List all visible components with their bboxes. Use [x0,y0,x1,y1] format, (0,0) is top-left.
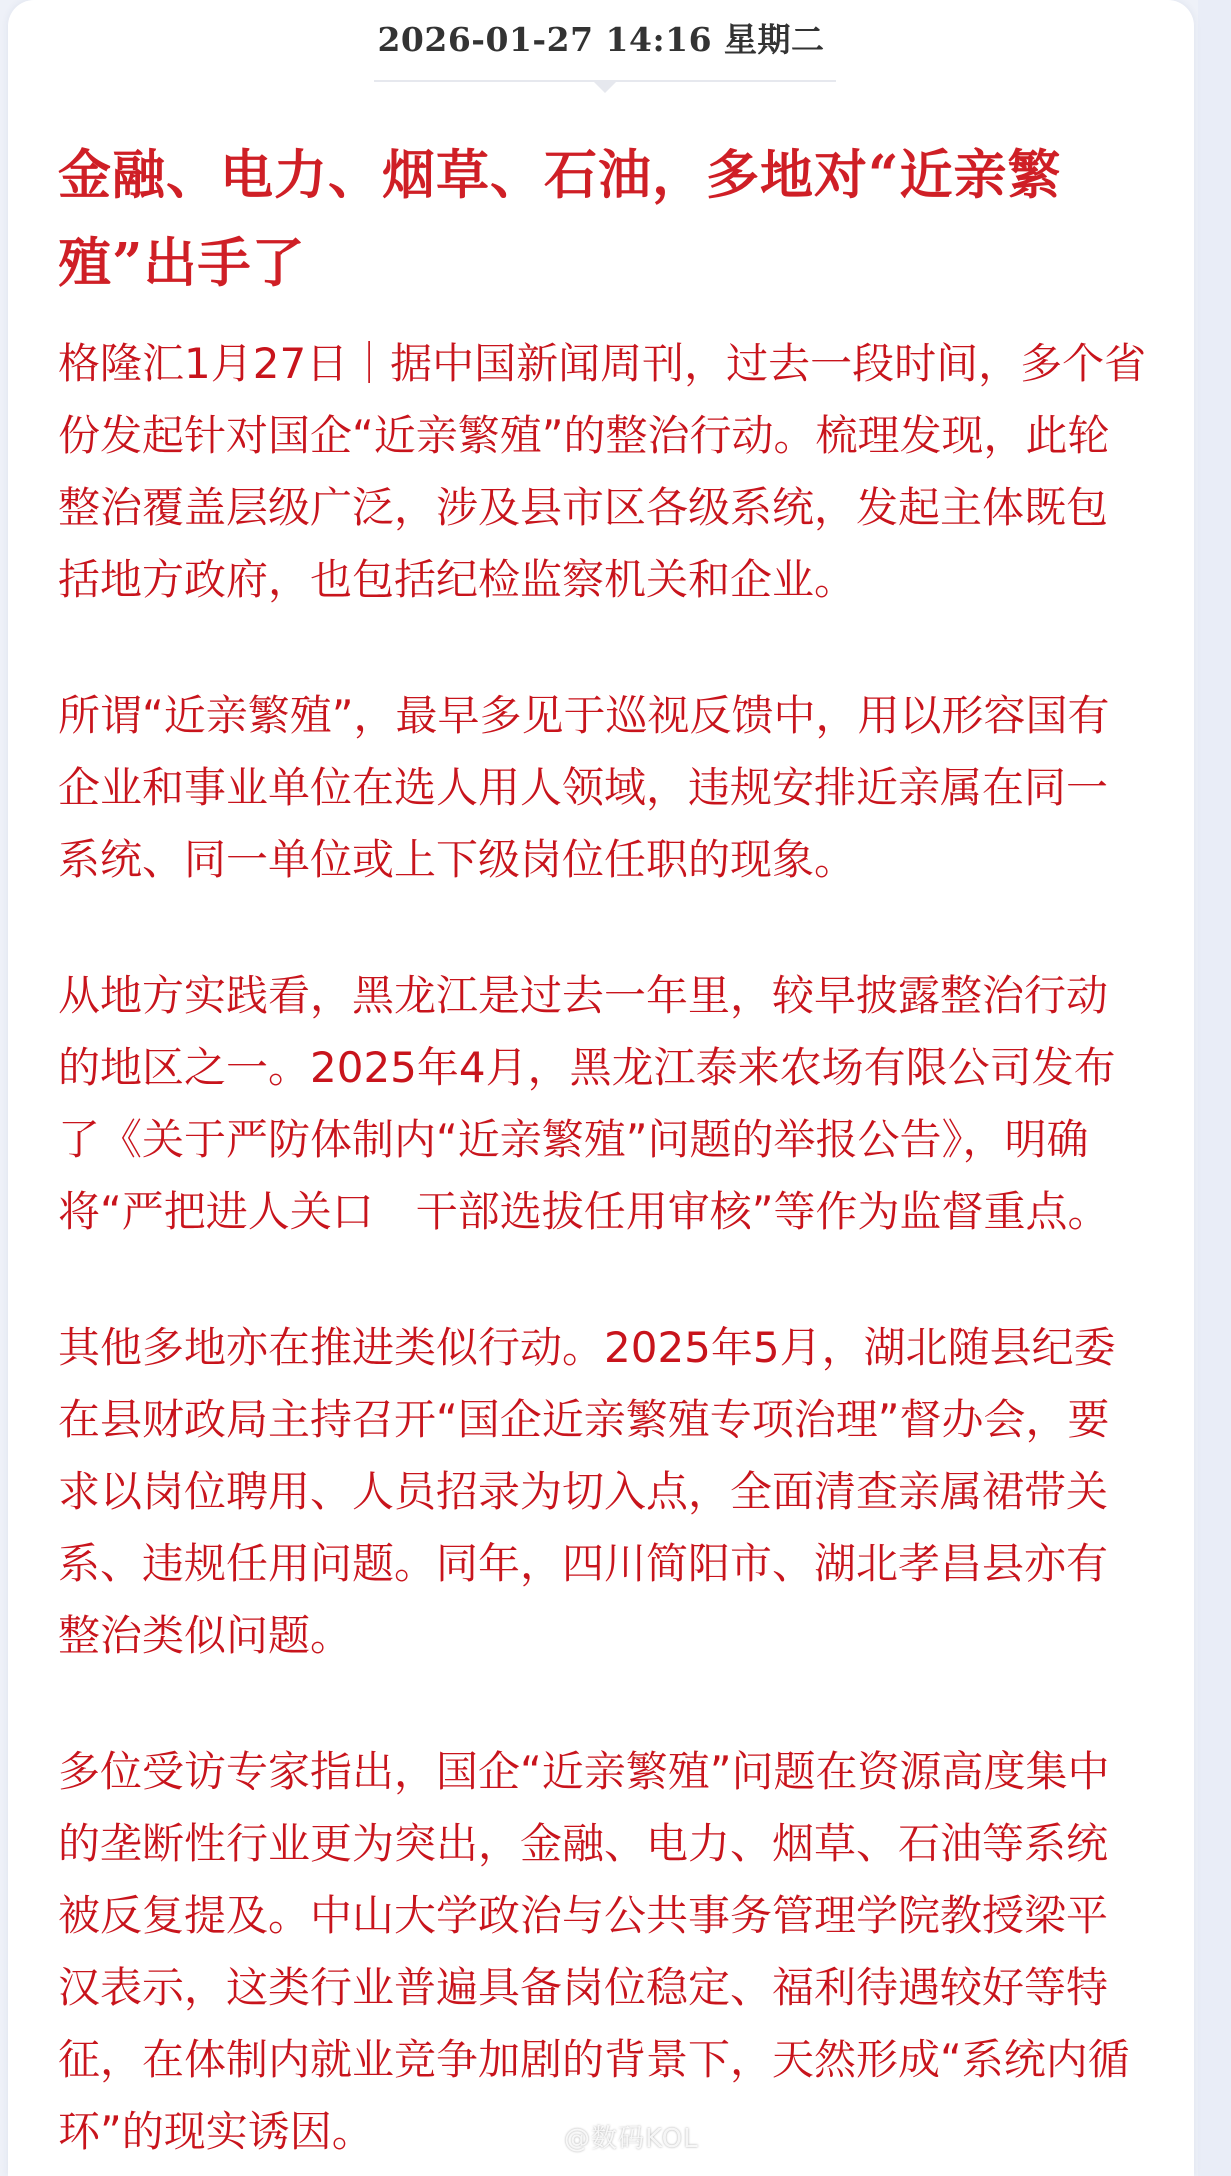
article-body [58,328,1148,2176]
article-paragraph-1: 格隆汇1月27日｜据中国新闻周刊，过去一段时间，多个省份发起针对国企“近亲繁殖”的整治行动。梳理发现，此轮整治覆盖层级广泛，涉及县市区各级系统，发起主体既包括地方政府，也包括纪检监察机关和企业。 [58,339,1147,604]
article-card [8,0,1194,2176]
date-header [8,14,1194,66]
article-paragraph-2: 所谓“近亲繁殖”，最早多见于巡视反馈中，用以形容国有企业和事业单位在选人用人领域，违规安排近亲属在同一系统、同一单位或上下级岗位任职的现象。 [58,691,1110,884]
article-title: 金融、电力、烟草、石油，多地对“近亲繁殖”出手了 [58,144,1062,294]
article-paragraph-4: 其他多地亦在推进类似行动。2025年5月，湖北随县纪委在县财政局主持召开“国企近亲繁殖专项治理”督办会，要求以岗位聘用、人员招录为切入点，全面清查亲属裙带关系、违规任用问题。同年，四川简阳市、湖北孝昌县亦有整治类似问题。 [58,1323,1116,1660]
right-margin-bar [1198,0,1231,2176]
date-divider-notch [593,81,617,93]
publish-date: 2026-01-27 14:16 星期二 [377,20,825,59]
source-watermark: @数码KOL [564,2124,699,2154]
article-paragraph-5: 多位受访专家指出，国企“近亲繁殖”问题在资源高度集中的垄断性行业更为突出，金融、电力、烟草、石油等系统被反复提及。中山大学政治与公共事务管理学院教授梁平汉表示，这类行业普遍具备岗位稳定、福利待遇较好等特征，在体制内就业竞争加剧的背景下，天然形成“系统内循环”的现实诱因。 [58,1747,1130,2156]
article-paragraph-3: 从地方实践看，黑龙江是过去一年里，较早披露整治行动的地区之一。2025年4月，黑龙江泰来农场有限公司发布了《关于严防体制内“近亲繁殖”问题的举报公告》，明确将“严把进人关口 干部选拔任用审核”等作为监督重点。 [58,971,1116,1236]
